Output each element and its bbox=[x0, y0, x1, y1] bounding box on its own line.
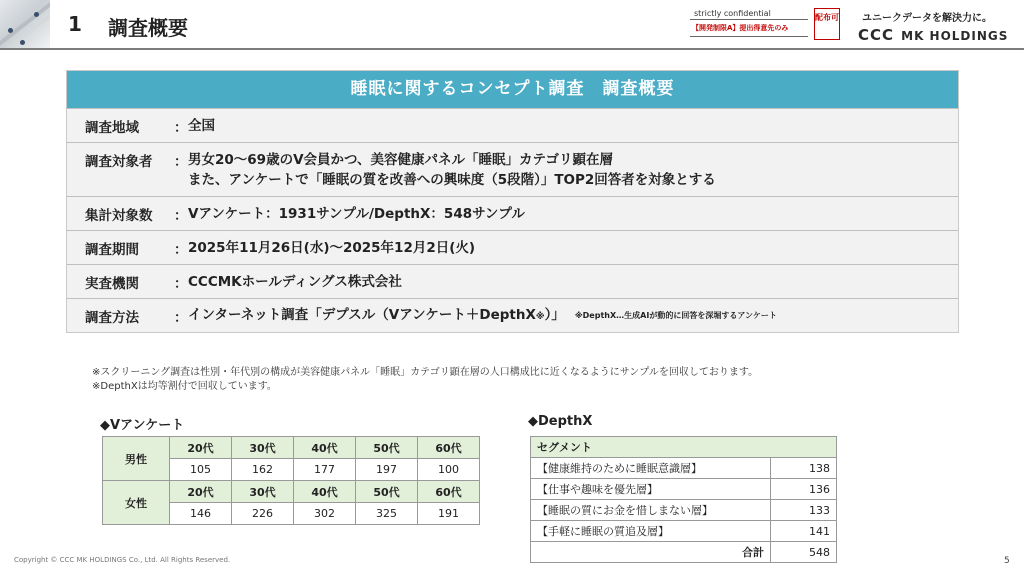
method-text: インターネット調査「デプスル（Vアンケート＋DepthX bbox=[188, 306, 536, 323]
overview-value: CCCMKホールディングス株式会社 bbox=[188, 273, 402, 290]
overview-colon: ： bbox=[174, 309, 188, 326]
gender-cell: 男性 bbox=[103, 437, 170, 481]
age-header: 60代 bbox=[418, 481, 480, 503]
age-header: 60代 bbox=[418, 437, 480, 459]
overview-label: 調査地域 bbox=[85, 119, 139, 136]
overview-value bbox=[188, 150, 716, 190]
age-header: 50代 bbox=[356, 481, 418, 503]
overview-colon: ： bbox=[174, 154, 188, 170]
age-header: 20代 bbox=[170, 437, 232, 459]
overview-row-sample bbox=[67, 196, 958, 230]
overview-heading: 睡眠に関するコンセプト調査 調査概要 bbox=[67, 71, 958, 108]
internal-note: 【開発制限A】提出得意先のみ bbox=[690, 20, 808, 37]
overview-row-agency bbox=[67, 264, 958, 298]
method-sup: ※ bbox=[535, 311, 545, 322]
count-cell: 146 bbox=[170, 503, 232, 525]
total-label: 合計 bbox=[531, 542, 771, 563]
note-line: ※DepthXは均等割付で回収しています。 bbox=[92, 381, 277, 392]
overview-colon: ： bbox=[174, 241, 188, 258]
table-row bbox=[103, 437, 480, 459]
depthx-title: ◆DepthX bbox=[528, 414, 593, 429]
overview-row-target bbox=[67, 142, 958, 196]
confidential-box bbox=[690, 8, 808, 40]
corner-photo bbox=[0, 0, 50, 48]
count-cell: 226 bbox=[232, 503, 294, 525]
tagline: ユニークデータを解決力に。 bbox=[862, 13, 992, 24]
overview-row-method bbox=[67, 298, 958, 332]
segment-value: 138 bbox=[771, 458, 837, 479]
age-header: 50代 bbox=[356, 437, 418, 459]
overview-table bbox=[66, 70, 959, 333]
overview-row-period bbox=[67, 230, 958, 264]
overview-label: 集計対象数 bbox=[85, 207, 153, 224]
depthx-footnote: ※DepthX…生成AIが動的に回答を深堀するアンケート bbox=[574, 311, 777, 320]
copyright: Copyright © CCC MK HOLDINGS Co., Ltd. All Rights Reserved. bbox=[14, 556, 231, 564]
table-row bbox=[531, 500, 837, 521]
total-value: 548 bbox=[771, 542, 837, 563]
overview-value-line1: 男女20～69歳のV会員かつ、美容健康パネル「睡眠」カテゴリ顕在層 bbox=[188, 152, 613, 168]
count-cell: 302 bbox=[294, 503, 356, 525]
count-cell: 105 bbox=[170, 459, 232, 481]
segment-value: 136 bbox=[771, 479, 837, 500]
table-row bbox=[531, 521, 837, 542]
overview-label: 調査対象者 bbox=[85, 154, 153, 170]
overview-value: Vアンケート：1931サンプル/DepthX：548サンプル bbox=[188, 205, 525, 222]
method-end: ）」 bbox=[544, 306, 565, 323]
confidential-label: strictly confidential bbox=[690, 8, 808, 20]
page-number: 5 bbox=[1004, 556, 1010, 566]
overview-colon: ： bbox=[174, 207, 188, 224]
overview-value-line2: また、アンケートで「睡眠の質を改善への興味度（5段階）」TOP2回答者を対象とする bbox=[188, 172, 716, 188]
overview-value: 2025年11月26日(水)～2025年12月2日(火) bbox=[188, 239, 476, 256]
table-row bbox=[531, 479, 837, 500]
segment-value: 141 bbox=[771, 521, 837, 542]
overview-row-region bbox=[67, 108, 958, 142]
overview-label: 実査機関 bbox=[85, 275, 139, 292]
count-cell: 162 bbox=[232, 459, 294, 481]
table-row bbox=[531, 458, 837, 479]
table-row bbox=[531, 542, 837, 563]
notes bbox=[92, 366, 758, 394]
v-survey-title: ◆Vアンケート bbox=[100, 418, 185, 433]
overview-label: 調査方法 bbox=[85, 309, 139, 326]
overview-colon: ： bbox=[174, 275, 188, 292]
age-header: 40代 bbox=[294, 481, 356, 503]
age-header: 40代 bbox=[294, 437, 356, 459]
logo-holdings: MK HOLDINGS bbox=[901, 29, 1009, 43]
count-cell: 325 bbox=[356, 503, 418, 525]
overview-colon: ： bbox=[174, 119, 188, 136]
age-header: 30代 bbox=[232, 481, 294, 503]
table-row bbox=[531, 437, 837, 458]
overview-value: 全国 bbox=[188, 117, 215, 134]
age-header: 20代 bbox=[170, 481, 232, 503]
section-number: 1 bbox=[68, 12, 82, 36]
header-rule bbox=[0, 48, 1024, 50]
depthx-table bbox=[530, 436, 837, 563]
age-header: 30代 bbox=[232, 437, 294, 459]
page-title: 調査概要 bbox=[108, 16, 188, 40]
note-line: ※スクリーニング調査は性別・年代別の構成が美容健康パネル「睡眠」カテゴリ顕在層の人口構成比に近くなるようにサンプルを回収しております。 bbox=[92, 367, 759, 378]
segment-name: 【睡眠の質にお金を惜しまない層】 bbox=[531, 500, 771, 521]
segment-header: セグメント bbox=[531, 437, 837, 458]
count-cell: 197 bbox=[356, 459, 418, 481]
v-survey-table bbox=[102, 436, 480, 525]
count-cell: 191 bbox=[418, 503, 480, 525]
distribution-badge: 配布可 bbox=[814, 8, 840, 40]
segment-name: 【健康維持のために睡眠意識層】 bbox=[531, 458, 771, 479]
segment-value: 133 bbox=[771, 500, 837, 521]
count-cell: 100 bbox=[418, 459, 480, 481]
count-cell: 177 bbox=[294, 459, 356, 481]
company-logo bbox=[858, 25, 1008, 44]
gender-cell: 女性 bbox=[103, 481, 170, 525]
segment-name: 【仕事や趣味を優先層】 bbox=[531, 479, 771, 500]
table-row bbox=[103, 481, 480, 503]
overview-value bbox=[188, 305, 565, 327]
slide-header bbox=[0, 0, 1024, 50]
logo-ccc: CCC bbox=[858, 26, 895, 44]
overview-label: 調査期間 bbox=[85, 241, 139, 258]
segment-name: 【手軽に睡眠の質追及層】 bbox=[531, 521, 771, 542]
